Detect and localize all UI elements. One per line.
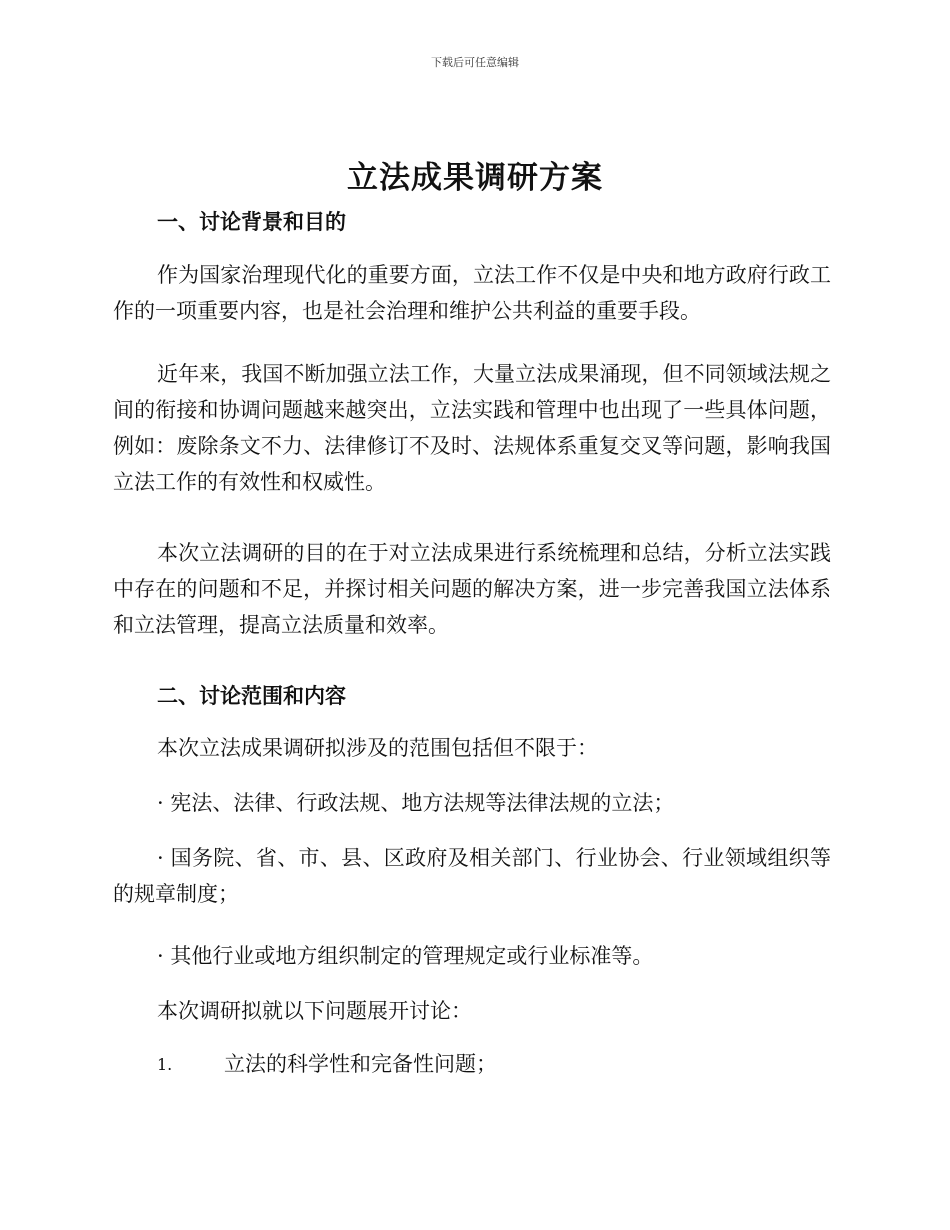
section-heading-background: 一、讨论背景和目的	[157, 210, 346, 234]
paragraph: 作为国家治理现代化的重要方面，立法工作不仅是中央和地方政府行政工作的一项重要内容，也是社会治理和维护公共利益的重要手段。	[113, 263, 831, 323]
page-header-note: 下载后可任意编辑	[431, 56, 519, 69]
list-number: 1.	[157, 1055, 173, 1074]
paragraph: 本次立法成果调研拟涉及的范围包括但不限于：	[157, 736, 598, 760]
list-item-text: 立法的科学性和完备性问题；	[224, 1052, 497, 1076]
paragraph: 近年来，我国不断加强立法工作，大量立法成果涌现，但不同领域法规之间的衔接和协调问题越来越突出，立法实践和管理中也出现了一些具体问题，例如：废除条文不力、法律修订不及时、法规体系重复交叉等问题，影响我国立法工作的有效性和权威性。	[113, 362, 831, 494]
section-heading-scope: 二、讨论范围和内容	[157, 684, 346, 708]
bullet-item: · 宪法、法律、行政法规、地方法规等法律法规的立法；	[157, 791, 675, 815]
bullet-item: · 国务院、省、市、县、区政府及相关部门、行业协会、行业领域组织等的规章制度；	[113, 846, 831, 906]
document-title: 立法成果调研方案	[347, 160, 603, 196]
paragraph: 本次立法调研的目的在于对立法成果进行系统梳理和总结，分析立法实践中存在的问题和不足，并探讨相关问题的解决方案，进一步完善我国立法体系和立法管理，提高立法质量和效率。	[113, 541, 831, 637]
bullet-item: · 其他行业或地方组织制定的管理规定或行业标准等。	[157, 944, 654, 968]
paragraph: 本次调研拟就以下问题展开讨论：	[157, 999, 472, 1023]
